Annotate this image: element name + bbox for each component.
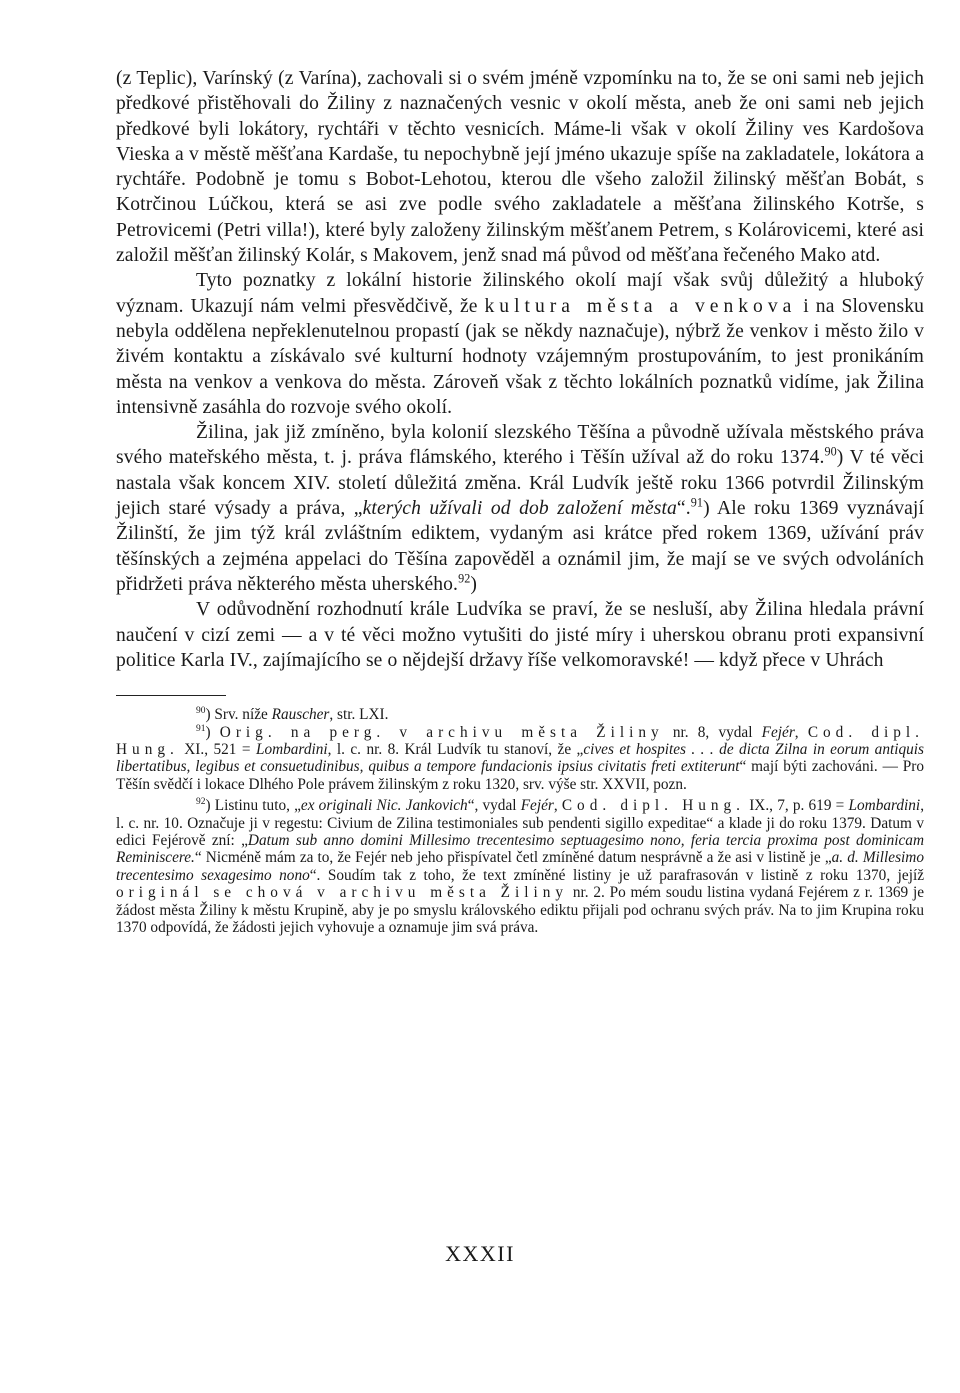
footnote-text: ) Srv. níže: [205, 706, 272, 724]
footnote-italic: Fejér: [520, 797, 554, 815]
paragraph-text: Žilina, jak již zmíněno, byla kolonií slezského Těšína a původně užívala městského práva svého mateřského města, t. j. práva flámského, kterého i Těšín užíval až do roku 1374.: [116, 422, 924, 469]
footnote-92: [116, 797, 924, 936]
paragraph-text: ) V té věci nastala však koncem XIV. století důležitá změna. Král Ludvík ještě roku 1366 potvrdil Žilinským jejich staré výsady a práva, „: [116, 447, 924, 520]
footnote-italic: ex originali Nic. Jankovich: [300, 797, 468, 815]
document-page: [116, 66, 924, 936]
footnote-text: “, vydal: [467, 797, 521, 815]
footnote-text: ,: [553, 797, 562, 815]
paragraph-text: ) Ale roku 1369 vyznávají Žilinští, že jim týž král zvláštním ediktem, vydaným asi krátce před rokem 1369, užívání práv těšínských a zejména appelaci do Těšína zapověděl a oznámil jim, že mají se ve svých odvoláních přidržeti práva některého města uherského.: [116, 498, 924, 595]
spaced-emphasis: originál se chová v archivu města Žiliny: [116, 884, 569, 902]
paragraph-text: Tyto poznatky z lokální historie žilinského okolí mají však svůj důležitý a hluboký význam. Ukazují nám velmi přesvědčivě, že: [116, 270, 924, 317]
footnote-90: [116, 706, 924, 723]
footnote-text: nr. 8, vydal: [663, 723, 762, 741]
footnote-text: “. Soudím tak z toho, že text zmíněné listiny je už parafrasován v listině z roku 1370, jejíž: [309, 866, 924, 884]
footnote-italic: a. d. Millesimo trecentesimo sexagesimo nono: [116, 849, 924, 884]
paragraph-text: ): [470, 573, 478, 595]
footnote-italic: Lombardini: [848, 797, 921, 815]
italic-quote: kterých užívali od dob založení města: [362, 498, 677, 520]
spaced-emphasis: Cod. dipl. Hung.: [561, 797, 746, 815]
footnote-text: XI., 521 =: [178, 740, 256, 758]
footnote-text: IX., 7, p. 619 =: [745, 797, 849, 815]
spaced-emphasis: Orig. na perg. v archivu města Žiliny: [219, 723, 664, 741]
footnote-text: ,: [794, 723, 808, 741]
footnote-number: 91: [196, 723, 206, 734]
paragraph-4: [116, 597, 924, 673]
footnote-italic: Fejér: [761, 723, 795, 741]
footnote-number: 90: [196, 706, 206, 717]
page-number: XXXII: [445, 1241, 515, 1266]
paragraph-3: [116, 420, 924, 597]
footnote-text: ): [205, 723, 220, 741]
footnote-ref: 92: [458, 571, 471, 586]
footnote-number: 92: [196, 797, 206, 808]
paragraph-1: [116, 66, 924, 268]
footnote-text: , str. LXI.: [329, 706, 389, 724]
footnote-text: “ Nicméně mám za to, že Fejér neb jeho přispívatel četl zmíněné datum nesprávně a že asi v listině je „: [194, 849, 832, 867]
footnote-italic: Lombardini: [255, 740, 328, 758]
paragraph-text: i na Slovensku nebyla oddělena nepřeklenutelnou propastí (jak se někdy naznačuje), nýbrž že venkov i město žilo v živém kontaktu a získávalo své kulturní hodnoty vzájemným prostupováním, to jest pronikáním města na venkov a venkova do města. Zároveň však z těchto lokálních poznatků vidíme, jak Žilina intensivně zasáhla do rozvoje svého okolí.: [116, 295, 924, 418]
footnote-text: , l. c. nr. 10. Označuje ji v regestu: Civium de Zilina testimoniales sub pendenti sigillo expeditae“ a klade ji do roku 1379. Datum v edici Fejérově zní: „: [116, 797, 925, 849]
footnote-italic: Rauscher: [271, 706, 330, 724]
paragraph-2: [116, 268, 924, 420]
footnote-text: , l. c. nr. 8. Král Ludvík tu stanoví, že „: [327, 740, 584, 758]
paragraph-text: V odůvodnění rozhodnutí krále Ludvíka se praví, že se nesluší, aby Žilina hledala právní naučení v cizí zemi — a v té věci možno vytušiti do jisté míry i uherskou obranu proti expansivní politice Karla IV., zajímajícího se o nějdejší državy říše velkomoravské! — když přece v Uhrách: [116, 599, 924, 671]
spaced-emphasis: kultura města a venkova: [484, 295, 797, 317]
footnote-text: nr. 2. Po mém soudu listina vydaná Fejérem z r. 1369 je žádost města Žiliny k městu Krupině, aby je po smyslu královského ediktu přijali pod ochranu svých práv. Na to jim Krupina roku 1370 odpovídá, že žádosti jejich vyhovuje a oznamuje jim svá práva.: [116, 884, 924, 936]
footnote-91: [116, 724, 924, 794]
main-text: [116, 66, 924, 673]
footnote-italic: cives et hospites . . . de dicta Zilna in eorum antiquis libertatibus, legibus et consuetudinibus, quibus a tempore fundacionis ipsius civitatis freti extiterunt: [116, 740, 924, 776]
paragraph-text: “.: [676, 498, 691, 520]
footnote-text: “ mají býti zachováni. — Pro Těšín svědčí i lokace Dlhého Pole právem žilinským z roku 1320, srv. výše str. XXVII, pozn.: [116, 758, 924, 793]
footnote-ref: 91: [690, 495, 704, 510]
footnote-italic: Datum sub anno domini Millesimo trecentesimo septuagesimo nono, feria tercia proxima post dominicam Reminiscere.: [116, 831, 924, 867]
footnotes: [116, 706, 924, 936]
footnote-divider: [116, 695, 226, 696]
footnote-text: ) Listinu tuto, „: [205, 797, 301, 815]
footnote-ref: 90: [824, 444, 837, 459]
spaced-emphasis: Cod. dipl. Hung.: [116, 723, 924, 758]
paragraph-text: (z Teplic), Varínský (z Varína), zachovali si o svém jméně vzpomínku na to, že se oni sami neb jejich předkové přistěhovali do Žiliny z naznačených vesnic v okolí města, aneb že oni sami neb jejich předkové byli lokátory, rychtáři v těchto vesnicích. Máme-li však v okolí Žiliny ves Kardošova Vieska a v městě měšťana Kardaše, tu nepochybně její jméno ukazuje spíše na zakladatele, lokátora a rychtáře. Podobně je tomu s Bobot-Lehotou, kterou dle všeho založil žilinský měšťan Bobát, s Kotrčinou Lúčkou, která se asi zve podle svého zakladatele a měšťana žilinského Kotrše, s Petrovicemi (Petri villa!), které byly založeny žilinským měšťanem Petrem, s Kolárovicemi, které asi založil měšťan žilinský Kolár, s Makovem, jenž snad má původ od měšťana řečeného Mako atd.: [116, 68, 924, 267]
